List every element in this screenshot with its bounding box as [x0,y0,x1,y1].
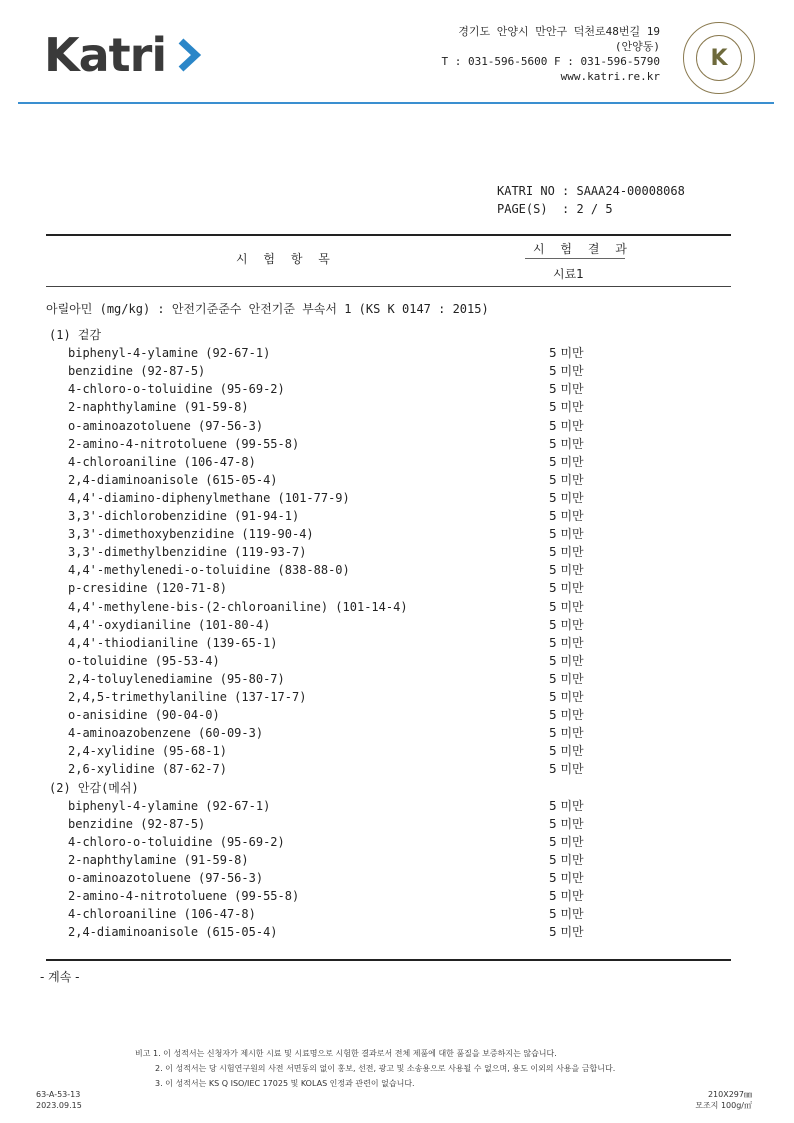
page-label: PAGE(S) [497,202,548,216]
column-header-result: 시 험 결 과 [533,242,633,256]
substance-name: 4-chloroaniline (106-47-8) [68,454,256,469]
substance-name: o-aminoazotoluene (97-56-3) [68,418,264,433]
group-header [46,779,731,797]
table-row [46,833,731,851]
substance-name: biphenyl-4-ylamine (92-67-1) [68,346,271,361]
table-row [46,417,731,435]
result-value: 5 미만 [549,907,584,922]
table-row [46,561,731,579]
table-row [46,598,731,616]
substance-name: 4,4'-diamino-diphenylmethane (101-77-9) [68,490,350,505]
result-value: 5 미만 [549,816,584,831]
table-row [46,525,731,543]
result-value: 5 미만 [549,581,584,596]
table-row [46,797,731,815]
footer-note-2: 2. 이 성적서는 당 시험연구원의 사전 서면동의 없이 홍보, 선전, 광고 및 소송용으로 사용될 수 없으며, 용도 이외의 사용을 금합니다. [155,1064,616,1073]
substance-name: 2-amino-4-nitrotoluene (99-55-8) [68,889,300,904]
table-row [46,706,731,724]
website: www.katri.re.kr [560,70,660,83]
substance-name: benzidine (92-87-5) [68,364,206,379]
substance-name: 2,4-toluylenediamine (95-80-7) [68,671,285,686]
table-row [46,815,731,833]
substance-name: o-aminoazotoluene (97-56-3) [68,871,264,885]
form-info [36,1089,82,1111]
result-value: 5 미만 [549,563,584,578]
group-label: (1) 겉감 [49,328,102,342]
table-row [46,344,731,362]
footer-notes [135,1046,615,1091]
substance-name: 4,4'-methylenedi-o-toluidine (838-88-0) [68,563,350,578]
result-value: 5 미만 [549,726,584,741]
result-value: 5 미만 [549,762,584,777]
katri-logo [44,28,202,82]
table-top-rule [46,234,731,236]
table-row [46,634,731,652]
substance-name: 3,3'-dichlorobenzidine (91-94-1) [68,509,300,523]
table-row [46,398,731,416]
paper-weight: 모조지 100g/㎡ [695,1101,752,1110]
chevron-right-icon [176,37,202,73]
result-sub-rule [525,258,625,259]
result-value: 5 미만 [549,744,584,759]
paper-size: 210X297㎜ [707,1090,752,1099]
address-block [441,24,660,84]
substance-name: 2-amino-4-nitrotoluene (99-55-8) [68,436,300,451]
result-value: 5 미만 [549,527,584,542]
substance-name: 4-chloro-o-toluidine (95-69-2) [68,834,285,849]
substance-name: o-anisidine (90-04-0) [68,708,220,723]
table-row [46,742,731,760]
table-row [46,887,731,905]
footer-note-3: 3. 이 성적서는 KS Q ISO/IEC 17025 및 KOLAS 인정과 관련이 없습니다. [155,1079,415,1088]
result-value: 5 미만 [549,545,584,560]
continued-label: - 계속 - [40,970,80,984]
address-line-1: 경기도 안양시 만안구 덕천로48번길 19 [458,25,660,38]
result-value: 5 미만 [549,400,584,415]
section-title: 아릴아민 (mg/kg) : 안전기준준수 안전기준 부속서 1 (KS K 0147 : 2015) [46,302,489,316]
footer-note-1: 비고 1. 이 성적서는 신청자가 제시한 시료 및 시료명으로 시험한 결과로서 전체 제품에 대한 품질을 보증하지는 않습니다. [135,1049,557,1058]
phone-fax: T : 031-596-5600 F : 031-596-5790 [441,55,660,68]
result-value: 5 미만 [549,671,584,686]
seal-letter: K [696,35,742,81]
table-row [46,471,731,489]
result-value: 5 미만 [549,490,584,505]
result-value: 5 미만 [549,436,584,451]
substance-name: 2-naphthylamine (91-59-8) [68,852,249,867]
katri-no-value: : SAAA24-00008068 [562,184,685,198]
katri-no-label: KATRI NO [497,184,555,198]
group-label: (2) 안감(메쉬) [49,780,139,795]
table-row [46,869,731,887]
substance-name: 4,4'-methylene-bis-(2-chloroaniline) (101-14-4) [68,599,408,614]
column-header-item: 시 험 항 목 [236,252,336,266]
result-value: 5 미만 [549,418,584,433]
result-value: 5 미만 [549,708,584,723]
table-row [46,543,731,561]
table-row [46,380,731,398]
result-value: 5 미만 [549,653,584,668]
table-row [46,453,731,471]
result-value: 5 미만 [549,635,584,650]
substance-name: o-toluidine (95-53-4) [68,653,220,668]
substance-name: 4,4'-oxydianiline (101-80-4) [68,617,271,632]
substance-name: benzidine (92-87-5) [68,816,206,831]
substance-name: 4,4'-thiodianiline (139-65-1) [68,635,278,650]
substance-name: 2,4,5-trimethylaniline (137-17-7) [68,690,307,704]
table-row [46,579,731,597]
katri-no-row [497,182,685,200]
address-line-2: (안양동) [614,40,660,53]
header-divider [18,102,774,104]
result-value: 5 미만 [549,382,584,397]
paper-info [695,1089,752,1111]
result-value: 5 미만 [549,834,584,849]
result-value: 5 미만 [549,346,584,361]
table-row [46,688,731,706]
substance-name: 3,3'-dimethylbenzidine (119-93-7) [68,545,307,560]
table-row [46,489,731,507]
result-value: 5 미만 [549,599,584,614]
table-row [46,616,731,634]
result-value: 5 미만 [549,617,584,632]
substance-name: biphenyl-4-ylamine (92-67-1) [68,798,271,813]
result-value: 5 미만 [549,690,584,704]
substance-name: 2,4-diaminoanisole (615-05-4) [68,925,278,940]
table-row [46,905,731,923]
table-row [46,760,731,778]
result-value: 5 미만 [549,889,584,904]
substance-name: 2,6-xylidine (87-62-7) [68,762,227,777]
result-value: 5 미만 [549,454,584,469]
table-row [46,435,731,453]
table-header-rule [46,286,731,287]
substance-name: 3,3'-dimethoxybenzidine (119-90-4) [68,527,314,542]
form-date: 2023.09.15 [36,1101,82,1110]
substance-name: 4-chloro-o-toluidine (95-69-2) [68,382,285,397]
substance-name: p-cresidine (120-71-8) [68,581,227,596]
result-value: 5 미만 [549,798,584,813]
logo-text: Katri [44,28,167,82]
result-value: 5 미만 [549,509,584,523]
result-value: 5 미만 [549,364,584,379]
substance-name: 4-aminoazobenzene (60-09-3) [68,726,264,741]
table-row [46,362,731,380]
substance-name: 2-naphthylamine (91-59-8) [68,400,249,415]
table-row [46,923,731,941]
column-header-sample: 시료1 [553,267,584,281]
substance-name: 2,4-xylidine (95-68-1) [68,744,227,759]
result-value: 5 미만 [549,852,584,867]
certification-seal [683,22,755,94]
form-code: 63-A-53-13 [36,1090,81,1099]
result-value: 5 미만 [549,925,584,940]
substance-name: 2,4-diaminoanisole (615-05-4) [68,472,278,487]
table-row [46,507,731,525]
table-row [46,851,731,869]
result-value: 5 미만 [549,871,584,885]
table-bottom-rule [46,959,731,961]
substance-name: 4-chloroaniline (106-47-8) [68,907,256,922]
group-header [46,326,731,344]
report-meta [497,182,685,218]
page-row [497,200,685,218]
table-row [46,670,731,688]
table-row [46,724,731,742]
table-row [46,652,731,670]
page-value: : 2 / 5 [562,202,613,216]
result-value: 5 미만 [549,472,584,487]
